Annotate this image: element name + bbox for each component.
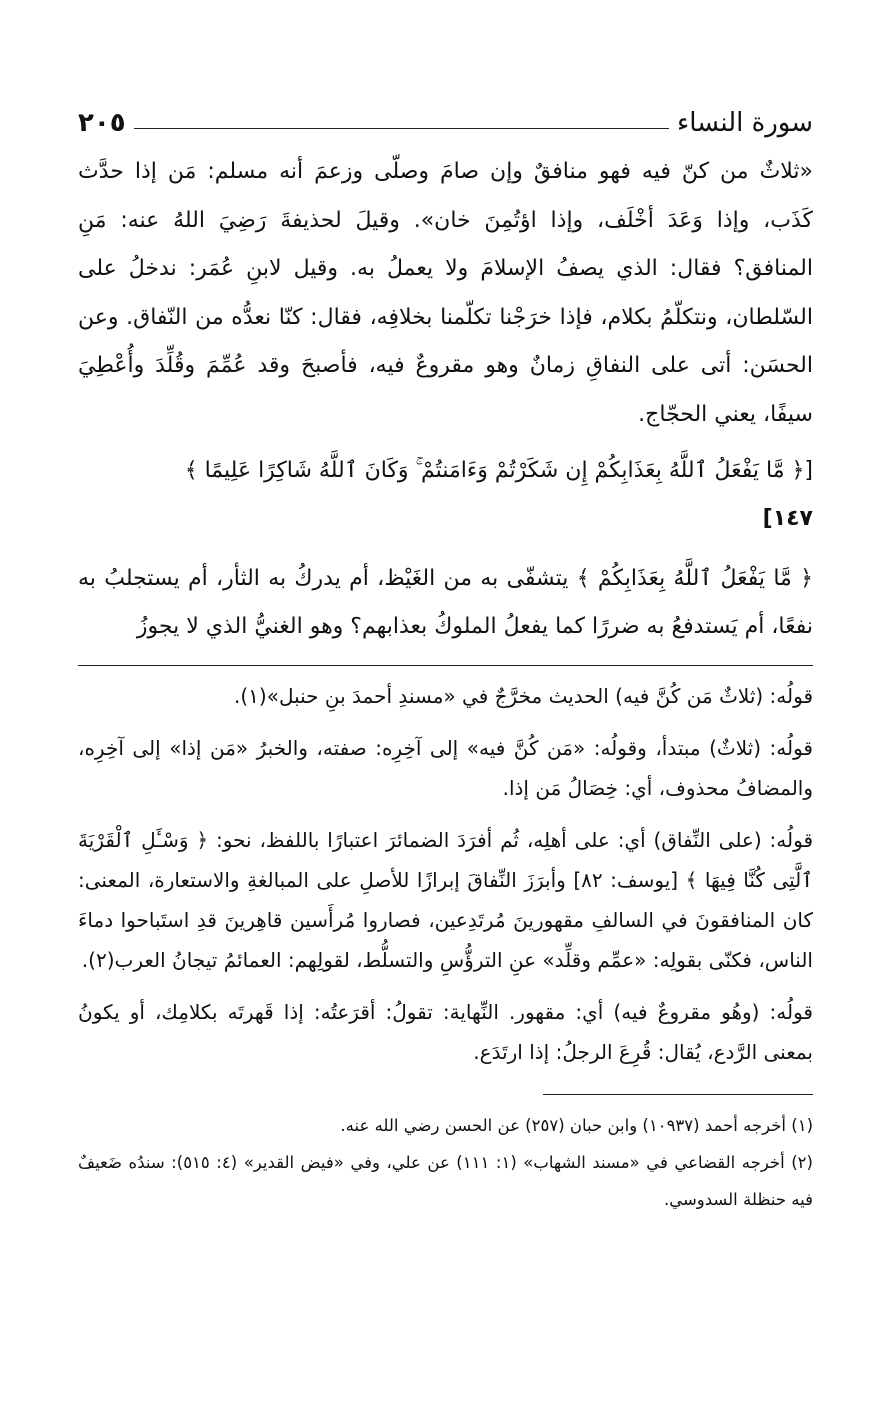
footnote: (١) أخرجه أحمد (١٠٩٣٧) وابن حبان (٢٥٧) عن الحسن رضي الله عنه.	[340, 1116, 813, 1135]
footnote: (٢) أخرجه القضاعي في «مسند الشهاب» (١: ١١١) عن علي، وفي «فيض القدير» (٤: ٥١٥): سندُه ضَعيفٌ فيه حنظلة السدوسي.	[78, 1153, 813, 1209]
gloss-note: قولُه: (ثلاثٌ) مبتدأ، وقولُه: «مَن كُنَّ فيه» إلى آخِرِه: صفته، والخبرُ «مَن إذا» إلى آخِرِه، والمضافُ محذوف، أي: خِصَالُ مَن إذا.	[78, 736, 813, 800]
gloss-note: قولُه: (على النِّفاق) أي: على أهلِه، ثُم أفرَدَ الضمائرَ اعتبارًا باللفظ، نحو: ﴿ وَسْـَٔلِ ٱلْقَرْيَةَ ٱلَّتِى كُنَّا فِيهَا ﴾ [يوسف: ٨٢] وأبرَزَ النِّفاقَ إبرازًا للأصلِ على المبالغةِ والاستعارة، المعنى: كان المنافقونَ في السالفِ مقهورينَ مُرتَدِعين، فصاروا مُرأَسين قاهِرينَ قدِ استَباحوا دماءَ الناس، فكنّى بقولِه: «عمِّم وقلِّد» عنِ الترؤُّسِ والتسلُّط، لقولِهم: العمائمُ تيجانُ العرب(٢).	[78, 828, 813, 972]
header-rule	[134, 128, 669, 129]
surah-title: سورة النساء	[677, 108, 813, 138]
page-number: ٢٠٥	[78, 108, 126, 138]
quran-verse: [﴿ مَّا يَفْعَلُ ٱللَّهُ بِعَذَابِكُمْ إِن شَكَرْتُمْ وَءَامَنتُمْ ۚ وَكَانَ ٱللَّهُ شَاكِرًا عَلِيمًا ﴾	[184, 458, 813, 483]
footnote-separator	[543, 1094, 813, 1095]
running-header	[78, 100, 813, 138]
verse-number: ١٤٧]	[762, 506, 813, 531]
gloss-note: قولُه: (وهُو مقروعٌ فيه) أي: مقهور. النِّهاية: تقولُ: أقرَعتُه: إذا قَهرتَه بكلامِك، أو يكونُ بمعنى الرَّدع، يُقال: قُرِعَ الرجلُ: إذا ارتَدَع.	[78, 1000, 813, 1064]
gloss-note: قولُه: (ثلاثٌ مَن كُنَّ فيه) الحديث مخرَّجٌ في «مسندِ أحمدَ بنِ حنبل»(١).	[233, 684, 813, 708]
notes-separator	[78, 665, 813, 666]
main-paragraph: «ثلاثٌ من كنّ فيه فهو منافقٌ وإن صامَ وصلّى وزعمَ أنه مسلم: مَن إذا حدَّث كَذَب، وإذا وَعَدَ أخْلَف، وإذا اؤتُمِنَ خان». وقيلَ لحذيفةَ رَضِيَ اللهُ عنه: مَنِ المنافق؟ فقال: الذي يصفُ الإسلامَ ولا يعملُ به. وقيل لابنِ عُمَر: ندخلُ على السّلطان، ونتكلّمُ بكلام، فإذا خرَجْنا تكلّمنا بخلافِه، فقال: كنّا نعدُّه من النّفاق. وعن الحسَن: أتى على النفاقِ زمانٌ وهو مقروعٌ فيه، فأصبحَ وقد عُمِّمَ وقُلِّدَ وأُعْطِيَ سيفًا، يعني الحجّاج.	[78, 159, 813, 427]
commentary-paragraph: ﴿ مَّا يَفْعَلُ ٱللَّهُ بِعَذَابِكُمْ ﴾ يتشفّى به من الغَيْظ، أم يدركُ به الثأر، أم يستجلبُ به نفعًا، أم يَستدفعُ به ضررًا كما يفعلُ الملوكُ بعذابهم؟ وهو الغنيُّ الذي لا يجوزُ	[78, 566, 813, 639]
